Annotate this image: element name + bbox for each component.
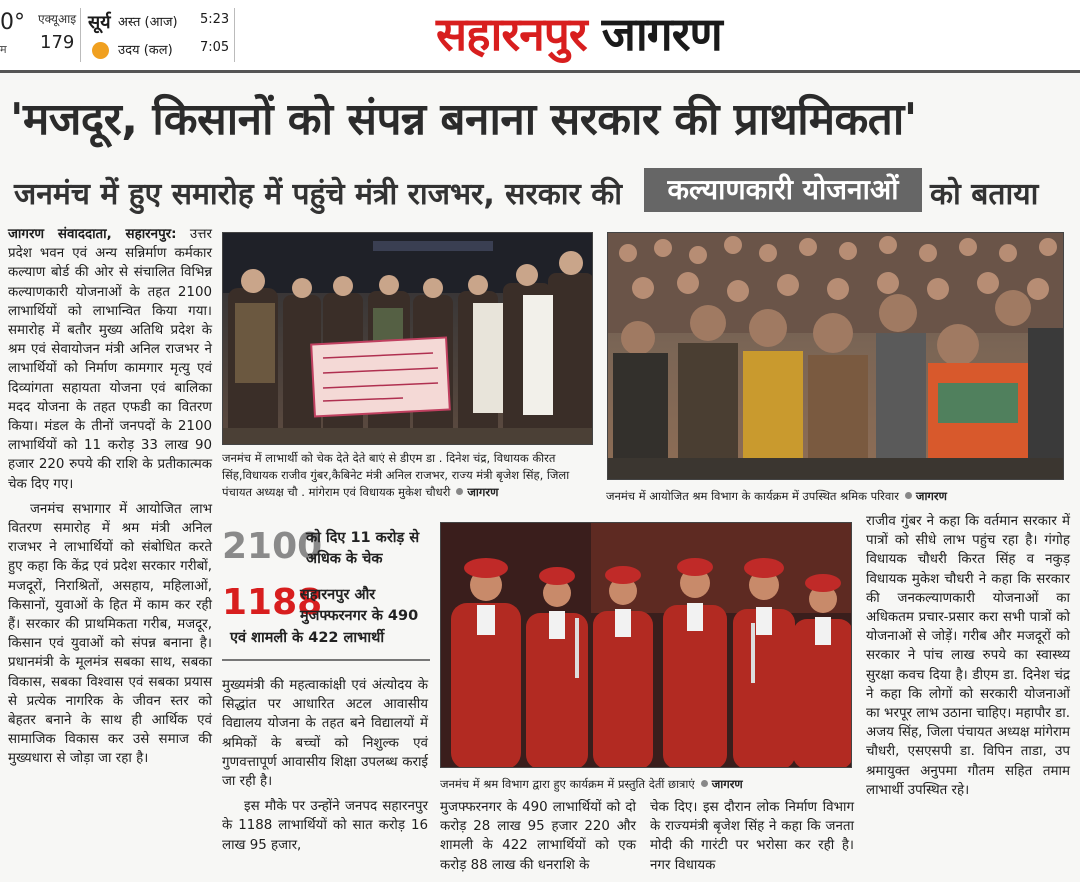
header-rule [0,70,1080,73]
subhead-before: जनमंच में हुए समारोह में पहुंचे मंत्री राजभर, सरकार की [14,177,623,212]
sun-icon [92,42,109,59]
article-column-4: मुजफ्फरनगर के 490 लाभार्थियों को दो करोड़ 28 लाख 95 हजार 220 और शामली के 422 लाभार्थियों को एक करोड़ 88 लाख की धनराशि के [440,800,636,873]
photo-students-performance [440,522,852,768]
article-column-1 [8,225,212,769]
subhead-highlight: कल्याणकारी योजनाओं [644,168,922,212]
photo-credit: जागरण [915,489,947,503]
aqi-label: एक्यूआइ [38,12,77,26]
paragraph: उत्तर प्रदेश भवन एवं अन्य सन्निर्माण कर्मकार कल्याण बोर्ड की ओर से संचालित विभिन्न कल्याणकारी योजनाओं के तहत 2100 लाभार्थियों को लाभान्वित किया गया। समारोह में बतौर मुख्य अतिथि प्रदेश के श्रम एवं सेवायोजन मंत्री अनिल राजभर ने लाभार्थियों को निर्माण कामगार मृत्यु एवं दिव्यांगता सहायता योजना एवं बालिका मदद योजना के तहत एफडी का वितरण किया। मंडल के तीनों जनपदों के 2100 लाभार्थियों को 11 करोड़ 33 लाख 90 हजार 220 रुपये की राशि के प्रतीकात्मक चेक दिए गए। [8,227,212,492]
photo-caption [440,776,852,793]
bullet-icon [456,488,463,495]
stat-text: को दिए 11 करोड़ से अधिक के चेक [306,530,420,567]
stat-text: सहारनपुर और मुजफ्फरनगर के 490 [300,587,419,624]
divider [222,659,430,661]
sun-label: सूर्य [88,12,111,33]
photo-credit: जागरण [467,485,499,499]
bullet-icon [905,492,912,499]
divider [234,8,235,62]
masthead [436,2,722,64]
stat-number: 1188 [222,582,323,623]
article-column-5: चेक दिए। इस दौरान लोक निर्माण विभाग के राज्यमंत्री बृजेश सिंह ने कहा कि जनता मोदी की गारंटी पर भरोसा कर रही है। नगर विधायक [650,800,854,873]
sunset-label: अस्त (आज) [118,15,178,30]
photo-audience [607,232,1064,480]
byline: जागरण संवाददाता, सहारनपुर: [8,227,177,242]
headline: 'मजदूर, किसानों को संपन्न बनाना सरकार की प्राथमिकता' [10,94,917,145]
caption-text: जनमंच में श्रम विभाग द्वारा हुए कार्यक्रम में प्रस्तुति देतीं छात्राएं [440,777,695,791]
article-column-6: राजीव गुंबर ने कहा कि वर्तमान सरकार में पात्रों को सीधे लाभ पहुंच रहा है। गंगोह विधायक चौधरी किरत सिंह व नकुड़ विधायक मुकेश चौधरी ने कहा कि सरकार की जनकल्याणकारी योजनाओं का अधिकतम प्रचार-प्रसार करा सभी पात्रों को योजनाओं से जोड़ें। गरीब और मजदूरों को सरकार ने पांच लाख रुपये का स्वास्थ्य सुरक्षा कवच दिया है। डीएम डा. दिनेश चंद्र ने कहा कि लोगों को सरकारी योजनाओं का भरपूर लाभ उठाना चाहिए। महापौर डा. अजय सिंह, जिला पंचायत अध्यक्ष मांगेराम चौधरी, एसएसपी डा. विपिन ताडा, उप श्रमायुक्त अनुपमा गौतम सहित तमाम लाभार्थी उपस्थित रहे। [866,514,1070,798]
photo-caption [222,450,594,501]
caption-text: जनमंच में आयोजित श्रम विभाग के कार्यक्रम में उपस्थित श्रमिक परिवार [606,489,899,503]
sunrise-time: 7:05 [200,40,230,55]
masthead-paper: जागरण [601,7,722,61]
masthead-city: सहारनपुर [436,7,587,61]
sunset-time: 5:23 [200,12,230,27]
paragraph: जनमंच सभागार में आयोजित लाभ वितरण समारोह में श्रम मंत्री अनिल राजभर ने लाभार्थियों को संबोधित करते हुए कहा कि केंद्र एवं प्रदेश सरकार गरीबों, मजदूरों, निराश्रितों, असहाय, महिलाओं, किसानों, युवाओं के हित में काम कर रही हैं। सरकार की प्राथमिकता गरीब, मजदूर, किसान एवं युवाओं को संपन्न बनाना है। प्रधानमंत्री के मूलमंत्र सबका साथ, सबका विकास, सबका विश्वास एवं सबका प्रयास से प्रत्येक नागरिक के जीवन स्तर को बेहतर बनाने के साथ ही आर्थिक एवं सामाजिक विकास कर उसे समाज की मुख्यधारा से जोड़ा जा रहा है। [8,501,212,767]
photo-illustration [441,523,852,768]
photo-cheque-presentation [222,232,593,445]
stat-text: एवं शामली के 422 लाभार्थी [230,630,385,646]
paragraph: इस मौके पर उन्होंने जनपद सहारनपुर के 1188 लाभार्थियों को सात करोड़ 16 लाख 95 हजार, [222,799,428,853]
temperature: 0° [0,10,25,35]
bullet-icon [701,780,708,787]
subhead-after: को बताया [930,177,1039,212]
divider [80,8,81,62]
temperature-unit: म [0,43,7,56]
photo-caption [606,488,1066,505]
paragraph: मुख्यमंत्री की महत्वाकांक्षी एवं अंत्योदय के सिद्धांत पर आधारित अटल आवासीय विद्यालय योजना के तहत बने विद्यालयों में श्रमिकों के बच्चों को निशुल्क एवं गुणवत्तापूर्ण आवासीय शिक्षा उपलब्ध कराई जा रही है। [222,678,428,790]
stat-number: 2100 [222,526,323,567]
photo-credit: जागरण [711,777,743,791]
article-column-3 [222,676,428,855]
aqi-value: 179 [40,32,75,53]
sunrise-label: उदय (कल) [118,43,173,58]
photo-illustration [223,233,593,445]
caption-text: जनमंच में लाभार्थी को चेक देते देते बाएं से डीएम डा . दिनेश चंद्र, विधायक कीरत सिंह,विधायक राजीव गुंबर,कैबिनेट मंत्री अनिल राजभर, राज्य मंत्री बृजेश सिंह, जिला पंचायत अध्यक्ष चौ . मांगेराम एवं विधायक मुकेश चौधरी [222,451,570,499]
photo-illustration [608,233,1064,480]
